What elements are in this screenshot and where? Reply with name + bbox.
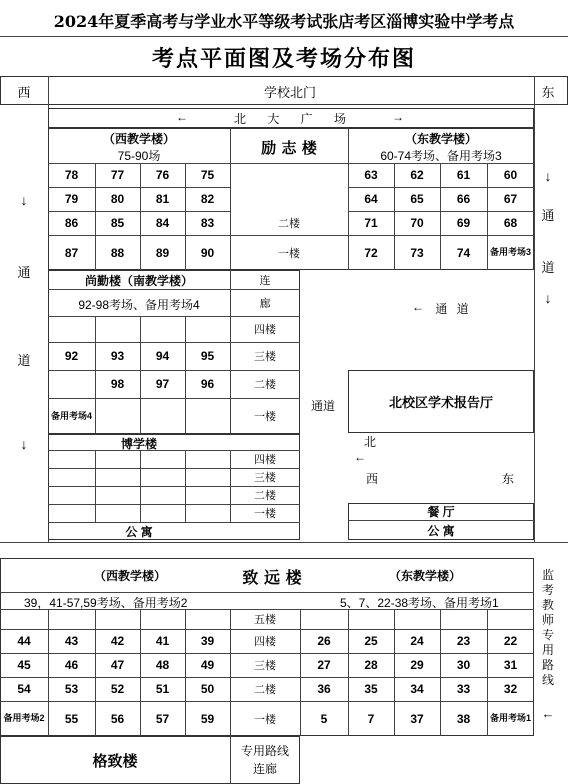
west-upper-room: 76 [155,168,170,182]
east-upper-room: 64 [364,192,378,206]
lizhi-floor-2: 二楼 [278,218,300,230]
zhiyuan-floor-2: 二楼 [254,684,276,696]
route-corridor-label-2: 连廊 [252,762,278,776]
zhiyuan-west-room: 54 [17,682,31,696]
plaza-label: 北 大 广 场 [233,112,347,126]
room-93: 93 [110,349,125,363]
zhiyuan-west-room: 45 [17,658,31,672]
west-upper-room: 87 [64,245,79,260]
west-upper-room: 83 [200,216,215,230]
zhiyuan-east-room: 26 [317,634,331,648]
zhiyuan-east-room: 30 [456,658,471,672]
boxue-floor-2: 二楼 [254,490,276,502]
room-98: 98 [110,377,125,391]
east-upper-spare-room: 备用考场3 [489,247,531,257]
zhiyuan-west-room: 59 [200,711,215,726]
teacher-route-arrow: ← [541,706,555,721]
shangqin-floor-4: 四楼 [254,324,276,336]
zhiyuan-east-room: 23 [456,634,471,648]
zhiyuan-west-room: 47 [110,658,125,672]
page-subtitle: 考点平面图及考场分布图 [151,46,417,72]
zhiyuan-west-room: 49 [200,658,215,672]
zhiyuan-west-room: 48 [155,658,170,672]
west-upper-room: 90 [200,245,215,260]
room-94: 94 [155,349,170,363]
west-upper-room: 80 [110,192,125,206]
east-upper-room: 73 [410,245,424,260]
zhiyuan-east-label: （东教学楼） [388,569,462,583]
east-upper-room: 67 [503,192,518,206]
west-upper-room: 81 [155,192,170,206]
west-upper-room: 77 [110,168,125,182]
zhiyuan-east-room: 5 [320,711,328,726]
right-road-label-1: 通 [541,208,555,223]
zhiyuan-west-room: 56 [110,711,125,726]
zhiyuan-west-range: 39，41-57,59考场、备用考场2 [24,596,188,610]
right-road-arrow-top: ↓ [544,168,552,184]
apartment-east-label: 公 寓 [427,523,455,538]
zhiyuan-floor-3: 三楼 [254,660,276,672]
east-upper-room: 70 [410,216,424,230]
zhiyuan-east-range: 5、7、22-38考场、备用考场1 [340,596,499,610]
zhiyuan-west-room: 57 [155,711,170,726]
zhiyuan-west-room: 52 [110,682,125,696]
room-96: 96 [200,377,215,391]
zhiyuan-west-room: 43 [64,634,79,648]
room-97: 97 [155,377,170,391]
zhiyuan-east-room: 33 [456,682,471,696]
lizhi-floor-1: 一楼 [278,247,300,260]
east-upper-room: 60 [503,168,518,182]
east-upper-room: 74 [456,245,471,260]
zhiyuan-west-room: 46 [64,658,79,672]
zhiyuan-west-room: 53 [64,682,79,696]
left-road-label-2: 道 [17,353,31,368]
east-upper-label: （东教学楼） [404,132,478,146]
zhiyuan-east-room: 25 [364,634,378,648]
zhiyuan-east-room: 35 [364,682,378,696]
west-upper-room: 75 [200,168,215,182]
west-upper-room: 82 [200,192,215,206]
right-road-arrow-bottom: ↓ [544,290,552,306]
route-corridor-label-1: 专用路线 [240,744,290,758]
zhiyuan-west-room: 51 [155,682,170,696]
zhiyuan-east-room: 27 [317,658,331,672]
zhiyuan-title: 致 远 楼 [242,568,302,587]
left-road-arrow-top: ↓ [20,192,28,208]
academic-hall-label: 北校区学术报告厅 [388,395,493,410]
east-upper-room: 72 [364,245,378,260]
gezhi-label: 格致楼 [92,752,138,770]
shangqin-floor-3: 三楼 [254,351,276,363]
room-92: 92 [64,349,79,363]
boxue-floor-3: 三楼 [254,472,276,484]
zhiyuan-east-room: 36 [317,682,331,696]
left-road-arrow-bottom: ↓ [20,436,28,452]
west-label: 西 [17,85,31,100]
shangqin-label: 尚勤楼（南教学楼） [84,274,194,288]
east-upper-room: 61 [456,168,471,182]
west-upper-label: （西教学楼） [102,132,176,146]
zhiyuan-west-room: 50 [200,682,215,696]
west-upper-room: 89 [155,245,170,260]
west-upper-room: 86 [64,216,79,230]
plaza-arrow-left: ← [176,110,188,124]
zhiyuan-west-room: 41 [155,634,170,648]
lizhi-title: 励 志 楼 [261,139,317,157]
zhiyuan-west-spare-room: 备用考场2 [3,713,45,723]
center-road-arrow: ← [412,300,424,314]
zhiyuan-east-room: 32 [503,682,518,696]
west-upper-room: 78 [64,168,79,182]
zhiyuan-west-label: （西教学楼） [93,569,167,583]
room-95: 95 [200,349,215,363]
boxue-floor-4: 四楼 [254,454,276,466]
east-upper-room: 66 [456,192,471,206]
zhiyuan-floor-5: 五楼 [254,614,276,626]
west-upper-room: 85 [110,216,125,230]
zhiyuan-east-room: 31 [503,658,518,672]
shangqin-floor-1: 一楼 [254,411,276,423]
corridor-label-2: 廊 [259,297,271,310]
zhiyuan-east-room: 29 [410,658,424,672]
east-upper-room: 71 [364,216,378,230]
compass-east: 东 [502,472,515,486]
east-label: 东 [541,85,555,100]
zhiyuan-east-room: 38 [456,711,471,726]
left-road-label-1: 通 [17,265,31,280]
canteen-label: 餐 厅 [427,505,455,519]
page-title: 2024年夏季高考与学业水平等级考试张店考区淄博实验中学考点 [53,12,515,31]
shangqin-spare-room: 备用考场4 [50,410,92,421]
compass-north: 北 [364,435,377,449]
zhiyuan-east-spare-room: 备用考场1 [489,713,531,723]
zhiyuan-east-room: 22 [503,634,518,648]
zhiyuan-east-room: 37 [410,711,424,726]
zhiyuan-floor-4: 四楼 [254,636,276,648]
corridor-label-1: 连 [259,274,271,287]
zhiyuan-east-room: 7 [367,711,375,726]
east-upper-room: 63 [364,168,378,182]
east-upper-room: 69 [456,216,471,230]
apartment-west-label: 公 寓 [125,524,153,539]
west-upper-room: 79 [64,192,79,206]
east-upper-room: 62 [410,168,424,182]
west-upper-room: 84 [155,216,170,230]
zhiyuan-east-room: 28 [364,658,378,672]
boxue-label: 博学楼 [120,437,158,451]
west-upper-range: 75-90场 [117,149,161,163]
shangqin-range: 92-98考场、备用考场4 [78,298,200,312]
right-road-label-2: 道 [541,260,555,275]
north-gate-label: 学校北门 [263,85,317,100]
zhiyuan-west-room: 44 [17,634,31,648]
west-upper-room: 88 [110,245,125,260]
boxue-floor-1: 一楼 [254,508,276,520]
center-road-side-label: 通道 [310,399,336,413]
zhiyuan-east-room: 24 [410,634,424,648]
east-upper-room: 65 [410,192,424,206]
center-road-label: 通 道 [435,302,469,316]
east-upper-range: 60-74考场、备用考场3 [380,149,502,163]
zhiyuan-west-room: 55 [64,711,79,726]
plaza-arrow-right: → [392,110,404,124]
compass-west: 西 [366,472,379,486]
shangqin-floor-2: 二楼 [254,379,276,391]
zhiyuan-floor-1: 一楼 [254,713,276,726]
zhiyuan-west-room: 39 [200,634,215,648]
zhiyuan-east-room: 34 [410,682,424,696]
teacher-route-label: 监考教师专用路线 [541,568,554,687]
zhiyuan-west-room: 42 [110,634,125,648]
compass-arrow: ← [354,450,366,464]
east-upper-room: 68 [503,216,518,230]
